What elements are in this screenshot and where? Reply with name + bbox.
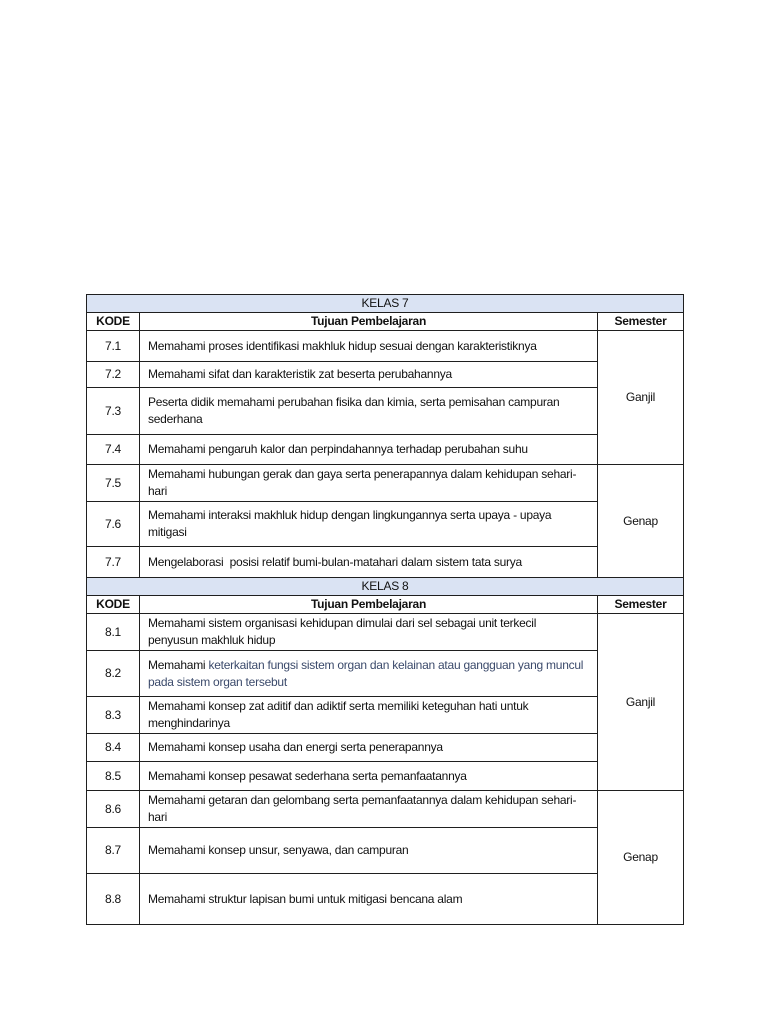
objective-code: 8.1 — [87, 614, 140, 651]
objective-code: 7.4 — [87, 435, 140, 465]
objective-text: Memahami pengaruh kalor dan perpindahannya terhadap perubahan suhu — [140, 435, 598, 465]
objective-text: Memahami konsep pesawat sederhana serta pemanfaatannya — [140, 762, 598, 791]
column-header-kode: KODE — [87, 596, 140, 614]
objective-code: 7.2 — [87, 362, 140, 388]
objective-text — [140, 651, 598, 697]
column-header-semester: Semester — [598, 596, 684, 614]
table-row — [87, 388, 684, 435]
semester-cell: Ganjil — [598, 331, 684, 465]
objective-code: 8.2 — [87, 651, 140, 697]
column-header-row — [87, 313, 684, 331]
objective-code: 7.7 — [87, 547, 140, 578]
objective-text-lead: Memahami — [148, 657, 206, 672]
table-row — [87, 435, 684, 465]
table-row — [87, 828, 684, 874]
objective-text: Peserta didik memahami perubahan fisika dan kimia, serta pemisahan campuran sederhana — [140, 388, 598, 435]
column-header-kode: KODE — [87, 313, 140, 331]
table-row — [87, 791, 684, 828]
objective-text: Memahami konsep usaha dan energi serta penerapannya — [140, 734, 598, 762]
objective-code: 7.5 — [87, 465, 140, 502]
objective-text: Memahami sistem organisasi kehidupan dimulai dari sel sebagai unit terkecil penyusun makhluk hidup — [140, 614, 598, 651]
table-row — [87, 547, 684, 578]
table-row — [87, 874, 684, 925]
objective-text: Memahami konsep zat aditif dan adiktif serta memiliki keteguhan hati untuk menghindarinya — [140, 697, 598, 734]
objective-text: Memahami getaran dan gelombang serta pemanfaatannya dalam kehidupan sehari-hari — [140, 791, 598, 828]
section-title-row — [87, 578, 684, 596]
objective-code: 8.8 — [87, 874, 140, 925]
objective-text: Memahami proses identifikasi makhluk hidup sesuai dengan karakteristiknya — [140, 331, 598, 362]
objective-text: Memahami interaksi makhluk hidup dengan lingkungannya serta upaya - upaya mitigasi — [140, 502, 598, 547]
column-header-row — [87, 596, 684, 614]
section-title: KELAS 8 — [87, 578, 684, 596]
table-row — [87, 762, 684, 791]
table-row — [87, 362, 684, 388]
objective-code: 8.5 — [87, 762, 140, 791]
objective-text: Memahami konsep unsur, senyawa, dan campuran — [140, 828, 598, 874]
semester-cell: Genap — [598, 791, 684, 925]
objective-code: 8.6 — [87, 791, 140, 828]
semester-cell: Ganjil — [598, 614, 684, 791]
table-row — [87, 651, 684, 697]
objective-code: 8.3 — [87, 697, 140, 734]
table-row — [87, 697, 684, 734]
table-row — [87, 465, 684, 502]
semester-cell: Genap — [598, 465, 684, 578]
table-row — [87, 614, 684, 651]
objective-text: Memahami struktur lapisan bumi untuk mitigasi bencana alam — [140, 874, 598, 925]
objective-text: Memahami hubungan gerak dan gaya serta penerapannya dalam kehidupan sehari-hari — [140, 465, 598, 502]
objective-code: 7.1 — [87, 331, 140, 362]
objective-code: 7.6 — [87, 502, 140, 547]
section-title-row — [87, 295, 684, 313]
kelas-8-section — [87, 578, 684, 925]
column-header-semester: Semester — [598, 313, 684, 331]
objective-code: 8.7 — [87, 828, 140, 874]
column-header-tujuan: Tujuan Pembelajaran — [140, 596, 598, 614]
kelas-7-section — [87, 295, 684, 578]
objective-text: Memahami sifat dan karakteristik zat beserta perubahannya — [140, 362, 598, 388]
objective-code: 7.3 — [87, 388, 140, 435]
learning-objectives-table — [86, 294, 684, 925]
column-header-tujuan: Tujuan Pembelajaran — [140, 313, 598, 331]
table-row — [87, 734, 684, 762]
objective-code: 8.4 — [87, 734, 140, 762]
table-row — [87, 502, 684, 547]
objective-text-rest: keterkaitan fungsi sistem organ dan kelainan atau gangguan yang muncul pada sistem organ tersebut — [148, 657, 584, 689]
section-title: KELAS 7 — [87, 295, 684, 313]
objective-text: Mengelaborasi posisi relatif bumi-bulan-matahari dalam sistem tata surya — [140, 547, 598, 578]
table-row — [87, 331, 684, 362]
